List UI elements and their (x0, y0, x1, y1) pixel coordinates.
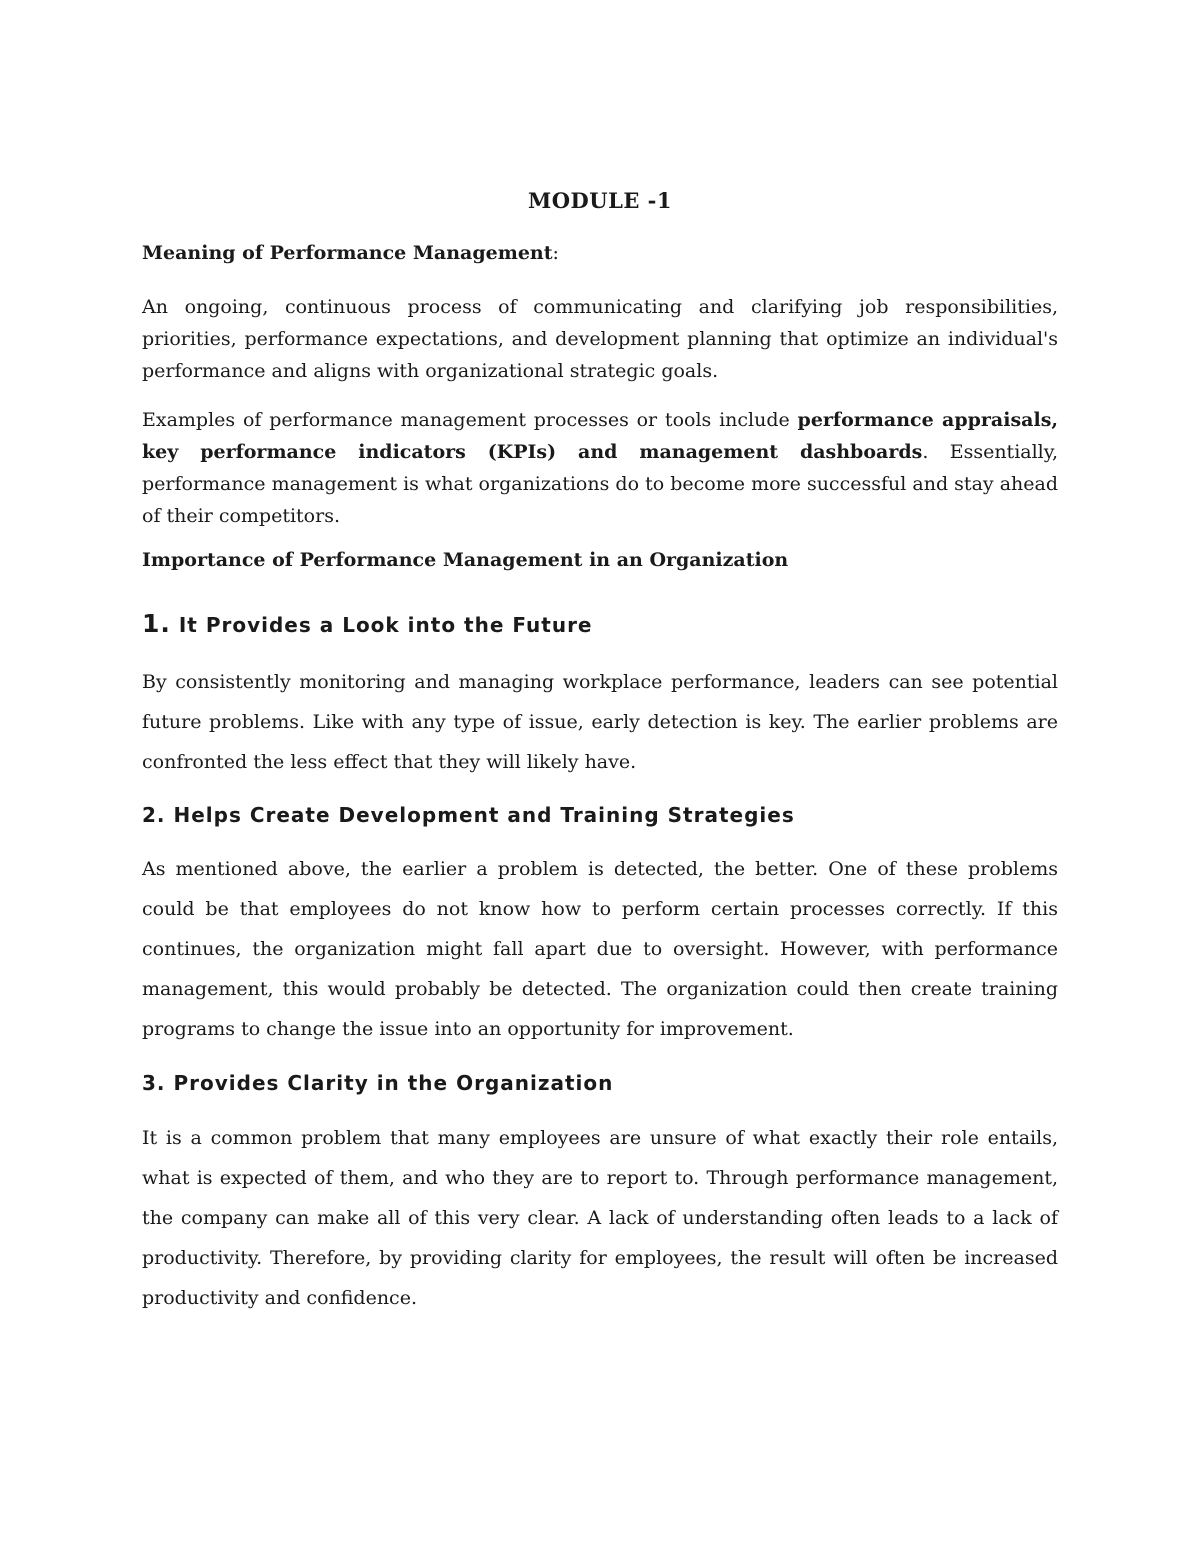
section-title-2: Helps Create Development and Training Strategies (165, 803, 795, 827)
section-body-3: It is a common problem that many employees are unsure of what exactly their role entails, what is expected of them, and who they are to report to. Through performance management, the company can make all of this very clear. A lack of understanding often leads to a lack of productivity. Therefore, by providing clarity for employees, the result will often be increased productivity and confidence. (142, 1127, 1058, 1309)
section-body-1: By consistently monitoring and managing workplace performance, leaders can see potential future problems. Like with any type of issue, early detection is key. The earlier problems are confronted the less effect that they will likely have. (142, 671, 1058, 773)
examples-paragraph (142, 404, 1058, 532)
page-title: MODULE -1 (528, 188, 672, 213)
section-body-2: As mentioned above, the earlier a problem is detected, the better. One of these problems could be that employees do not know how to perform certain processes correctly. If this continues, the organization might fall apart due to oversight. However, with performance management, this would probably be detected. The organization could then create training programs to change the issue into an opportunity for improvement. (142, 858, 1058, 1040)
section-number-2: 2. (142, 803, 166, 827)
meaning-label-suffix: : (552, 242, 559, 264)
examples-tail: . Essentially, performance management is what organizations do to become more successful and stay ahead of their competitors. (142, 441, 1059, 527)
section-number-1: 1. (142, 609, 171, 638)
meaning-label-text: Meaning of Performance Management (142, 242, 553, 264)
section-heading-2 (142, 803, 1058, 827)
importance-heading: Importance of Performance Management in an Organization (142, 549, 789, 571)
section-number-3: 3. (142, 1071, 166, 1095)
section-heading-3 (142, 1071, 1058, 1095)
definition-paragraph: An ongoing, continuous process of communicating and clarifying job responsibilities, priorities, performance expectations, and development planning that optimize an individual's performance and aligns with organizational strategic goals. (142, 296, 1058, 382)
section-title-3: Provides Clarity in the Organization (165, 1071, 614, 1095)
section-title-1: It Provides a Look into the Future (170, 613, 593, 637)
examples-bold: performance appraisals, key performance indicators (KPIs) and management dashboards (142, 409, 1058, 463)
meaning-label (142, 242, 1058, 264)
section-heading-1 (142, 609, 1058, 638)
examples-lead: Examples of performance management processes or tools include (142, 409, 798, 431)
